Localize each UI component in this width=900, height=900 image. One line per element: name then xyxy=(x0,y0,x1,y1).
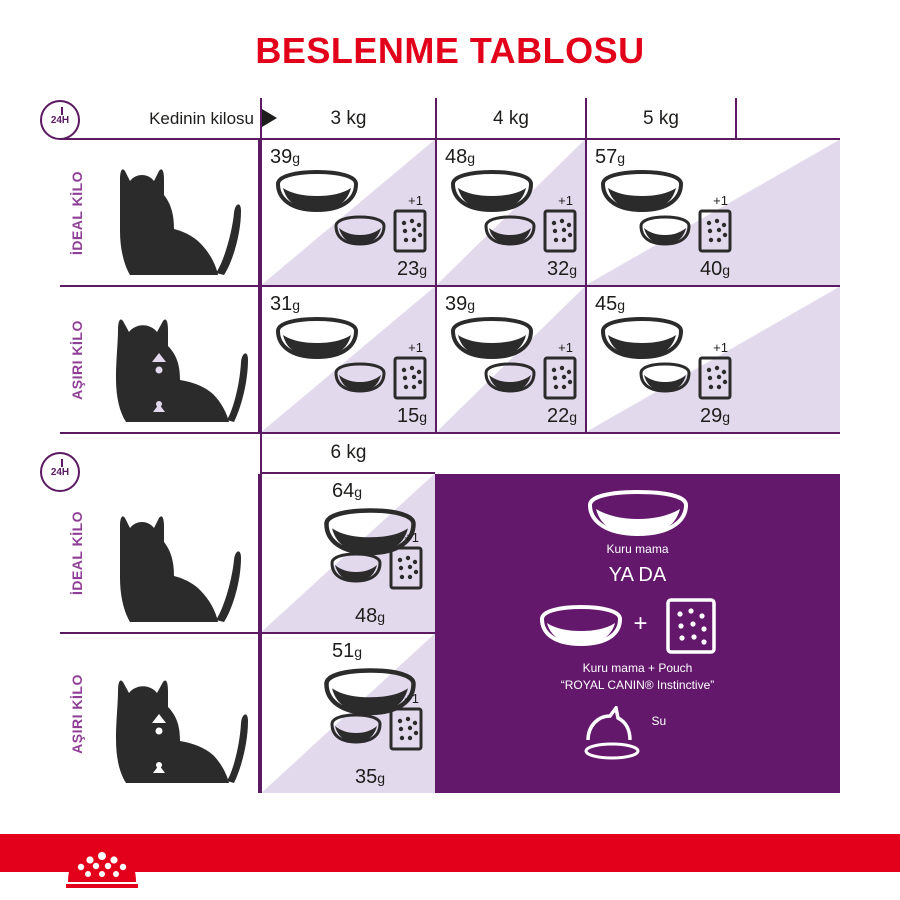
legend-combo-line2: “ROYAL CANIN® Instinctive” xyxy=(560,678,715,692)
table-row xyxy=(60,140,840,287)
legend-combo-line1: Kuru mama + Pouch xyxy=(582,661,693,675)
dry-amount: 64g xyxy=(332,480,363,502)
column-header-5kg: 5 kg xyxy=(585,98,735,140)
cell-overweight-3kg xyxy=(260,287,435,432)
cell-ideal-3kg xyxy=(260,140,435,285)
legend-water-label: Su xyxy=(651,714,667,728)
dry-food-bowl-icon xyxy=(586,488,690,538)
mix-amount: 15g xyxy=(396,405,427,427)
header-label: Kedinin kilosu xyxy=(149,109,254,128)
row-cat-column xyxy=(60,474,260,632)
mix-amount: 48g xyxy=(354,605,385,627)
legend-combo-icons xyxy=(538,596,738,654)
dry-amount: 39g xyxy=(270,146,301,168)
dry-plus-pouch-icon xyxy=(638,193,734,259)
row-cat-column xyxy=(60,140,260,285)
plus-one-label: +1 xyxy=(558,193,573,208)
row-label-overweight: AŞIRI KİLO xyxy=(69,673,86,754)
small-bowl-icon xyxy=(329,713,383,745)
subheader-spacer xyxy=(60,434,260,474)
table-row xyxy=(60,287,840,434)
pouch-icon xyxy=(543,209,577,253)
cat-silhouette-icon xyxy=(100,508,250,628)
column-header-3kg: 3 kg xyxy=(260,98,435,140)
mix-amount: 29g xyxy=(699,405,730,427)
legend-panel xyxy=(435,474,840,793)
cell-overweight-4kg xyxy=(435,287,585,432)
mix-amount: 32g xyxy=(546,258,577,280)
cell-overweight-6kg xyxy=(260,634,435,793)
small-bowl-icon xyxy=(483,215,537,247)
row-label-overweight: AŞIRI KİLO xyxy=(69,319,86,400)
badge-label: 24H xyxy=(50,466,70,478)
pouch-icon xyxy=(389,707,423,751)
row-label-ideal: İDEAL KİLO xyxy=(69,170,86,255)
cat-drinking-icon xyxy=(578,706,648,760)
row-cat-column xyxy=(60,287,260,432)
plus-one-label: +1 xyxy=(408,340,423,355)
pouch-icon xyxy=(393,209,427,253)
small-bowl-icon xyxy=(638,215,692,247)
pouch-icon xyxy=(543,356,577,400)
legend-combo-label xyxy=(435,660,840,694)
badge-label: 24H xyxy=(50,114,70,126)
dry-plus-pouch-icon xyxy=(483,193,579,259)
plus-one-label: +1 xyxy=(404,691,419,706)
legend-or-label: YA DA xyxy=(608,564,667,586)
badge-tick-icon xyxy=(61,107,63,115)
page-title: BESLENME TABLOSU xyxy=(255,30,645,71)
table-subheader-row xyxy=(60,434,840,474)
mix-amount: 23g xyxy=(396,258,427,280)
column-header-overflow xyxy=(735,98,840,140)
cat-silhouette-icon xyxy=(100,161,250,281)
dry-food-bowl-icon xyxy=(538,604,624,648)
cell-ideal-5kg xyxy=(585,140,840,285)
mix-amount: 22g xyxy=(546,405,577,427)
small-bowl-icon xyxy=(333,362,387,394)
pouch-icon xyxy=(389,546,423,590)
dry-plus-pouch-icon xyxy=(483,340,579,406)
small-bowl-icon xyxy=(638,362,692,394)
pouch-icon xyxy=(666,598,716,654)
dry-amount: 39g xyxy=(445,293,476,315)
dry-amount: 57g xyxy=(595,146,626,168)
dry-amount: 31g xyxy=(270,293,301,315)
small-bowl-icon xyxy=(483,362,537,394)
cell-ideal-4kg xyxy=(435,140,585,285)
mix-amount: 40g xyxy=(699,258,730,280)
row-cat-column xyxy=(60,634,260,793)
row-label-ideal: İDEAL KİLO xyxy=(69,510,86,596)
pouch-icon xyxy=(698,209,732,253)
mix-amount: 35g xyxy=(354,766,385,788)
cell-overweight-5kg xyxy=(585,287,840,432)
small-bowl-icon xyxy=(329,552,383,584)
column-header-6kg: 6 kg xyxy=(260,434,435,474)
plus-one-label: +1 xyxy=(713,340,728,355)
royal-canin-crown-logo xyxy=(62,826,142,888)
plus-one-label: +1 xyxy=(404,530,419,545)
dry-plus-pouch-icon xyxy=(333,340,429,406)
interval-badge-24h-bottom xyxy=(40,452,80,492)
dry-amount: 45g xyxy=(595,293,626,315)
legend-water-row xyxy=(578,706,708,776)
cat-silhouette-icon xyxy=(100,308,250,428)
cell-ideal-6kg xyxy=(260,474,435,632)
badge-tick-icon xyxy=(61,459,63,467)
plus-one-label: +1 xyxy=(713,193,728,208)
plus-one-label: +1 xyxy=(408,193,423,208)
plus-icon: + xyxy=(633,610,648,637)
pouch-icon xyxy=(698,356,732,400)
dry-amount: 48g xyxy=(445,146,476,168)
column-header-4kg: 4 kg xyxy=(435,98,585,140)
dry-amount: 51g xyxy=(332,640,363,662)
dry-plus-pouch-icon xyxy=(333,193,429,259)
feeding-table xyxy=(60,98,840,793)
dry-plus-pouch-icon xyxy=(329,530,425,596)
cat-silhouette-icon xyxy=(100,669,250,789)
table-header-row xyxy=(60,98,840,140)
dry-plus-pouch-icon xyxy=(638,340,734,406)
pouch-icon xyxy=(393,356,427,400)
small-bowl-icon xyxy=(333,215,387,247)
plus-one-label: +1 xyxy=(558,340,573,355)
dry-plus-pouch-icon xyxy=(329,691,425,757)
legend-dry-food-label: Kuru mama xyxy=(606,542,669,556)
interval-badge-24h-top xyxy=(40,100,80,140)
